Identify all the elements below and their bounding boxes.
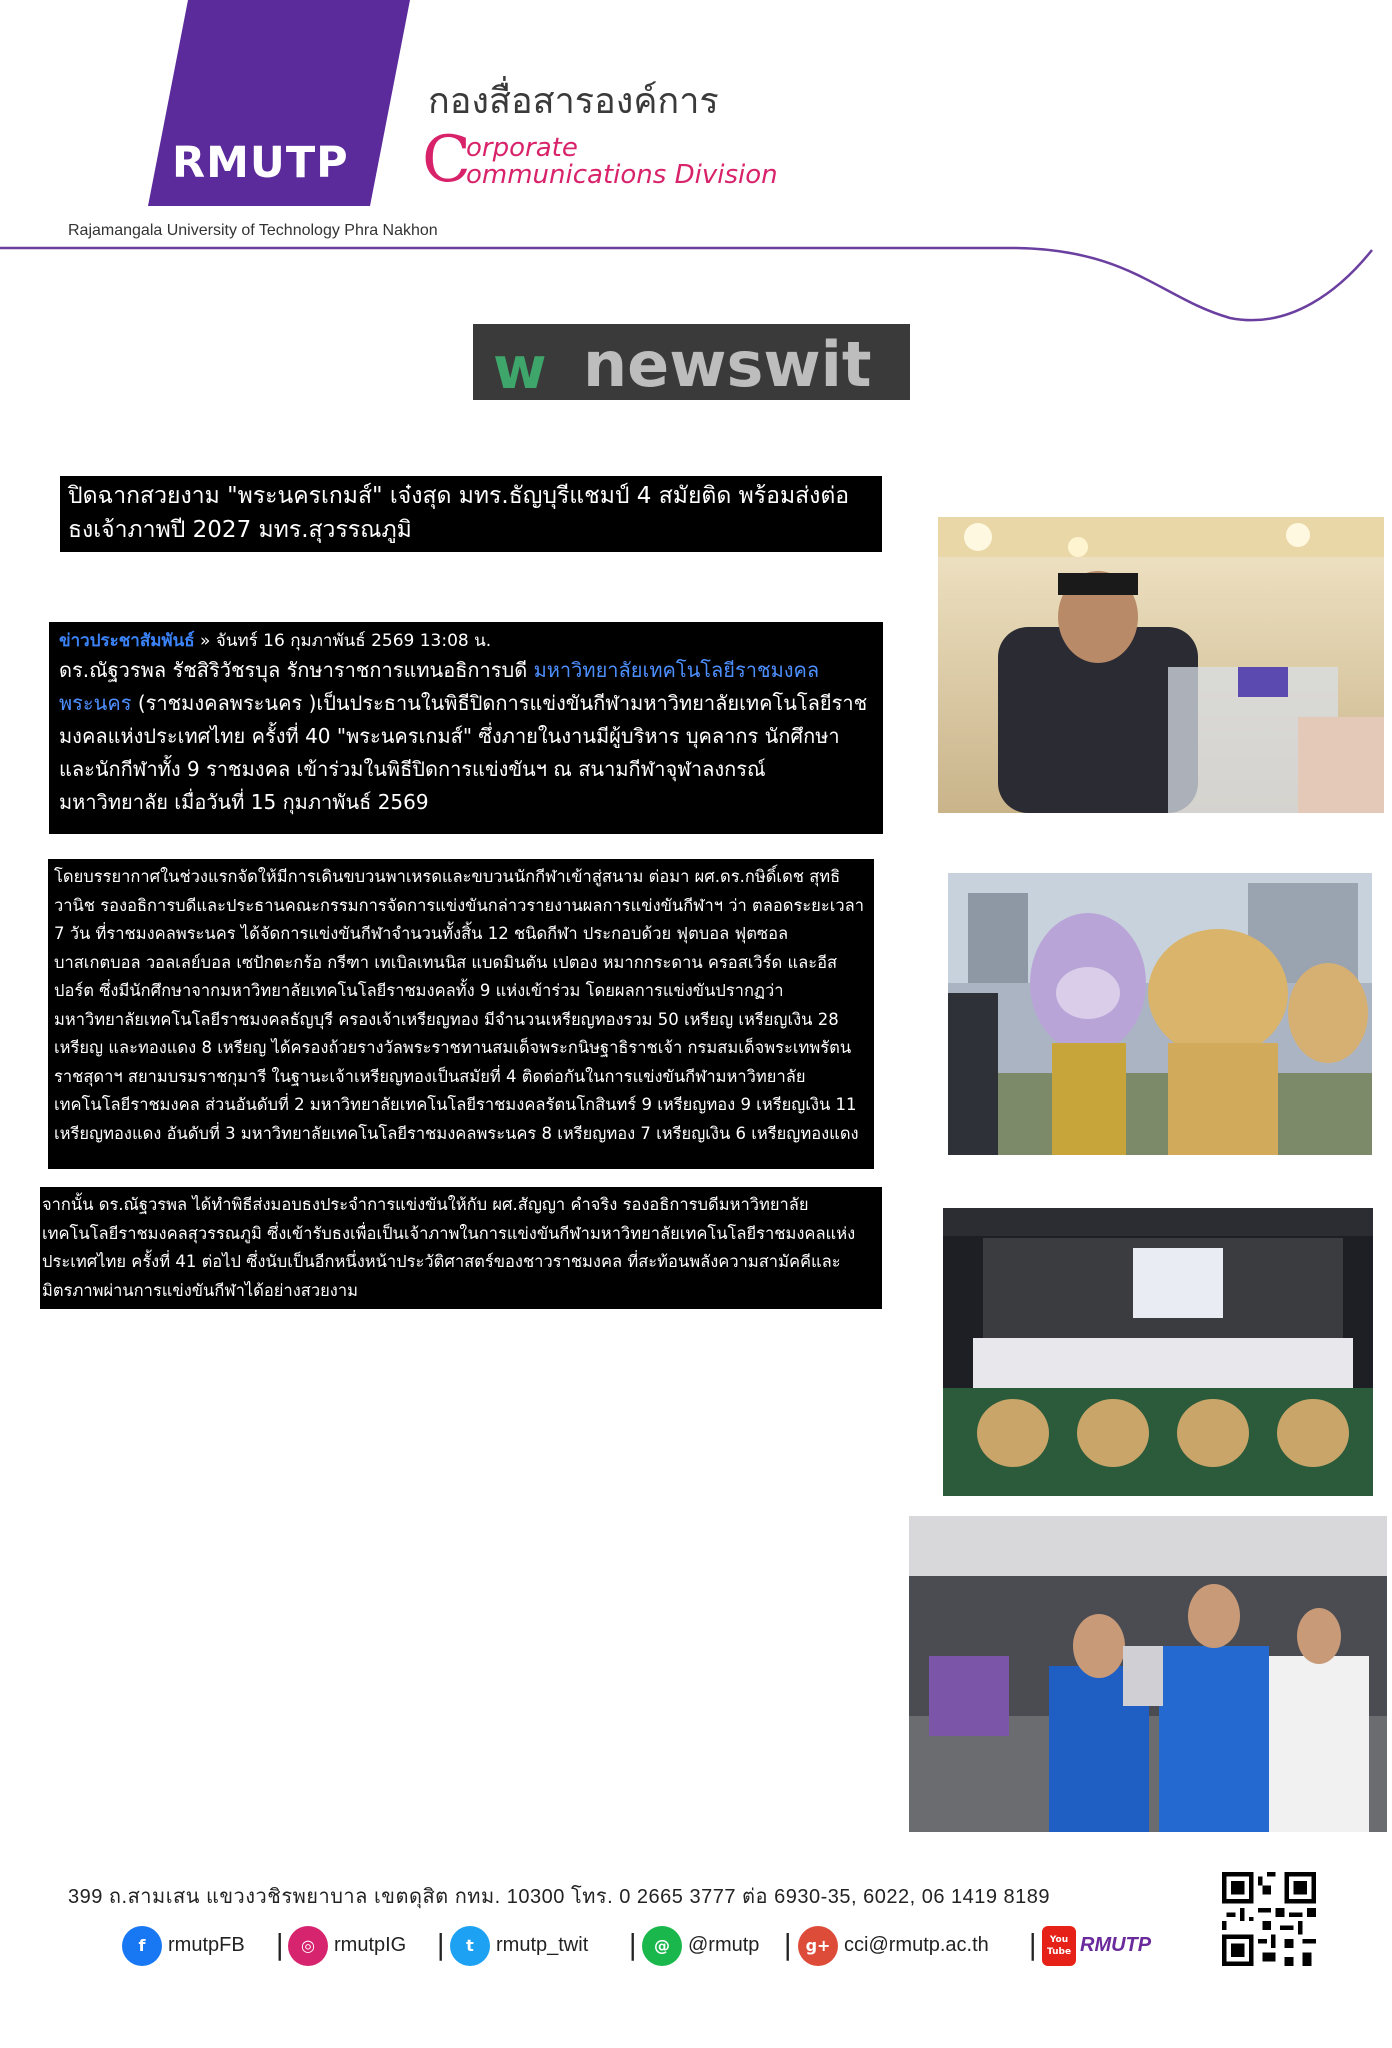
lead-text-1: ดร.ณัฐวรพล รัชสิริวัชรบุล รักษาราชการแทนอธิการบดี: [59, 658, 534, 682]
photo-trophy-presentation: [909, 1516, 1387, 1832]
separator: |: [1028, 1928, 1038, 1961]
article-paragraph-3: จากนั้น ดร.ณัฐวรพล ได้ทำพิธีส่งมอบธงประจำการแข่งขันให้กับ ผศ.สัญญา คำจริง รองอธิการบดีมหาวิทยาลัยเทคโนโลยีราชมงคลสุวรรณภูมิ ซึ่งเข้ารับธงเพื่อเป็นเจ้าภาพในการแข่งขันกีฬามหาวิทยาลัยเทคโนโลยีราชมงคลแห่งประเทศไทย ครั้งที่ 41 ต่อไป ซึ่งนับเป็นอีกหนึ่งหน้าประวัติศาสตร์ของชาวราชมงคล ที่สะท้อนพลังความสามัคคีและมิตรภาพผ่านการแข่งขันกีฬาได้อย่างสวยงาม: [40, 1187, 882, 1309]
newswit-brand-name: newswit: [583, 328, 872, 401]
lead-text-2: (ราชมงคลพระนคร )เป็นประธานในพิธีปิดการแข่งขันกีฬามหาวิทยาลัยเทคโนโลยีราชมงคลแห่งประเทศไทย ครั้งที่ 40 "พระนครเกมส์" ซึ่งภายในงานมีผู้บริหาร บุคลากร นักศึกษา และนักกีฬาทั้ง 9 ราชมงคล เข้าร่วมในพิธีปิดการแข่งขันฯ ณ สนามกีฬาจุฬาลงกรณ์มหาวิทยาลัย เมื่อวันที่ 15 กุมภาพันธ์ 2569: [59, 691, 868, 814]
instagram-label[interactable]: rmutpIG: [334, 1934, 407, 1956]
twitter-label[interactable]: rmutp_twit: [496, 1934, 589, 1956]
article-date: จันทร์ 16 กุมภาพันธ์ 2569 13:08 น.: [215, 631, 492, 651]
article-lead: [59, 654, 873, 819]
youtube-label[interactable]: RMUTP: [1080, 1934, 1152, 1956]
header-divider-line: [0, 180, 1392, 340]
email-label[interactable]: cci@rmutp.ac.th: [844, 1934, 989, 1956]
newswit-logo-icon: w: [493, 334, 547, 402]
photo-mascots: [948, 873, 1372, 1155]
division-name-th: กองสื่อสารองค์การ: [428, 81, 719, 122]
twitter-icon[interactable]: t: [450, 1926, 490, 1966]
article-meta: [59, 630, 873, 652]
facebook-icon[interactable]: f: [122, 1926, 162, 1966]
rmutp-logo-text: RMUTP: [172, 138, 349, 188]
line-label[interactable]: @rmutp: [688, 1934, 760, 1956]
article-paragraph-2: โดยบรรยากาศในช่วงแรกจัดให้มีการเดินขบวนพาเหรดและขบวนนักกีฬาเข้าสู่สนาม ต่อมา ผศ.ดร.กษิดิ์เดช สุทธิวานิช รองอธิการบดีและประธานคณะกรรมการจัดการแข่งขันกล่าวรายงานผลการแข่งขันกีฬาฯ ว่า ตลอดระยะเวลา 7 วัน ที่ราชมงคลพระนคร ได้จัดการแข่งขันกีฬาจำนวนทั้งสิ้น 12 ชนิดกีฬา ประกอบด้วย ฟุตบอล ฟุตซอล บาสเกตบอล วอลเลย์บอล เซปักตะกร้อ กรีฑา เทเบิลเทนนิส แบดมินตัน เปตอง หมากกระดาน ครอสเวิร์ด และอีสปอร์ต ซึ่งมีนักศึกษาจากมหาวิทยาลัยเทคโนโลยีราชมงคลทั้ง 9 แห่งเข้าร่วม โดยผลการแข่งขันปรากฏว่า มหาวิทยาลัยเทคโนโลยีราชมงคลธัญบุรี ครองเจ้าเหรียญทอง มีจำนวนเหรียญทองรวม 50 เหรียญ เหรียญเงิน 28 เหรียญ และทองแดง 8 เหรียญ ได้ครองถ้วยรางวัลพระราชทานสมเด็จพระกนิษฐาธิราชเจ้า กรมสมเด็จพระเทพรัตนราชสุดาฯ สยามบรมราชกุมารี ในฐานะเจ้าเหรียญทองเป็นสมัยที่ 4 ติดต่อกันในการแข่งขันกีฬามหาวิทยาลัยเทคโนโลยีราชมงคล ส่วนอันดับที่ 2 มหาวิทยาลัยเทคโนโลยีราชมงคลรัตนโกสินทร์ 9 เหรียญทอง 9 เหรียญเงิน 11 เหรียญทองแดง อันดับที่ 3 มหาวิทยาลัยเทคโนโลยีราชมงคลพระนคร 8 เหรียญทอง 7 เหรียญเงิน 6 เหรียญทองแดง: [48, 859, 874, 1169]
separator: |: [275, 1928, 285, 1961]
division-name-en-line2: ommunications Division: [466, 160, 778, 190]
google-plus-icon[interactable]: g+: [798, 1926, 838, 1966]
separator: |: [436, 1928, 446, 1961]
division-logo-c: C: [422, 123, 471, 197]
category-link[interactable]: ข่าวประชาสัมพันธ์: [59, 631, 195, 651]
footer-address: 399 ถ.สามเสน แขวงวชิรพยาบาล เขตดุสิต กทม. 10300 โทร. 0 2665 3777 ต่อ 6930-35, 6022, 06 1419 8189: [68, 1886, 1051, 1908]
facebook-label[interactable]: rmutpFB: [168, 1934, 245, 1956]
separator: |: [628, 1928, 638, 1961]
separator: |: [783, 1928, 793, 1961]
university-link[interactable]: มหาวิทยาลัยเทคโนโลยีราชมงคลพระนคร: [59, 658, 820, 715]
article-headline: ปิดฉากสวยงาม "พระนครเกมส์" เจ๋งสุด มทร.ธัญบุรีแชมป์ 4 สมัยติด พร้อมส่งต่อธงเจ้าภาพปี 2027 มทร.สุวรรณภูมิ: [60, 476, 882, 552]
line-icon[interactable]: @: [642, 1926, 682, 1966]
instagram-icon[interactable]: ◎: [288, 1926, 328, 1966]
article-lead-block: [49, 622, 883, 834]
meta-separator: »: [194, 631, 216, 651]
university-name-en: Rajamangala University of Technology Phra Nakhon: [68, 222, 438, 239]
photo-flag-ceremony: [943, 1208, 1373, 1496]
division-name-en-line1: orporate: [466, 133, 578, 163]
newswit-banner: [473, 324, 910, 400]
photo-speaker-podium: [938, 517, 1384, 813]
qr-code[interactable]: [1222, 1872, 1316, 1966]
youtube-icon[interactable]: You Tube: [1042, 1926, 1076, 1966]
